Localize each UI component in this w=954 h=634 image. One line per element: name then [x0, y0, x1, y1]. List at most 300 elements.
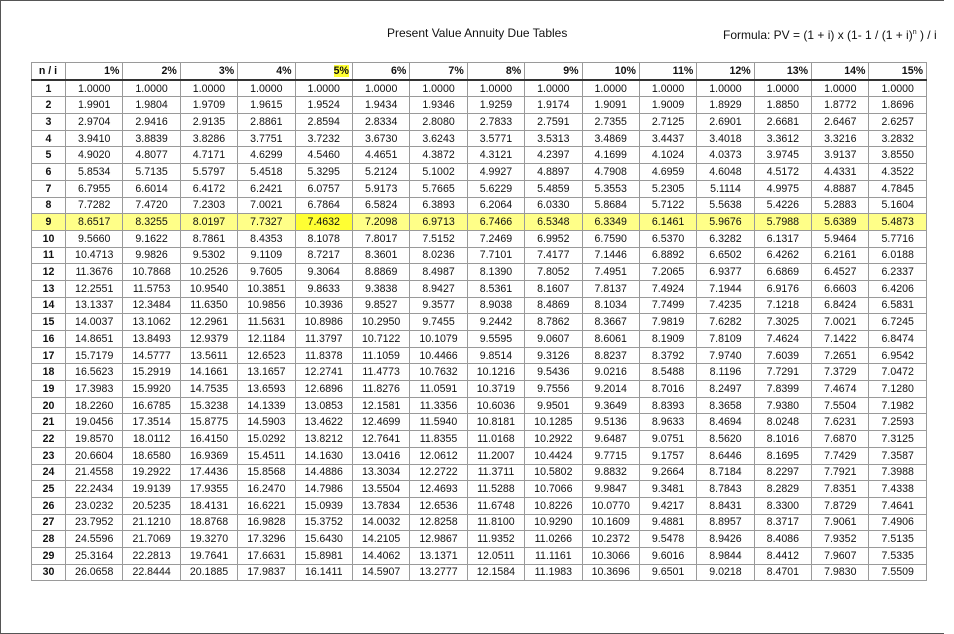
table-cell: 12.2961	[180, 314, 237, 331]
table-cell: 11.3356	[410, 397, 467, 414]
table-cell: 1.0000	[525, 80, 582, 97]
table-cell: 4.9927	[467, 164, 524, 181]
table-cell: 9.7556	[525, 381, 582, 398]
period-label: 13	[32, 280, 66, 297]
table-cell: 6.9542	[869, 347, 927, 364]
table-cell: 14.1630	[295, 447, 352, 464]
table-cell: 5.7716	[869, 230, 927, 247]
table-cell: 7.8399	[754, 381, 811, 398]
table-cell: 13.0416	[352, 447, 409, 464]
table-cell: 8.4701	[754, 564, 811, 581]
table-cell: 22.8444	[123, 564, 180, 581]
table-cell: 7.2098	[352, 214, 409, 231]
table-cell: 7.2651	[812, 347, 869, 364]
table-cell: 8.1909	[639, 331, 696, 348]
rate-header: 15%	[869, 63, 927, 80]
table-cell: 3.4018	[697, 130, 754, 147]
table-row	[32, 114, 927, 131]
table-cell: 8.4086	[754, 531, 811, 548]
table-cell: 4.6959	[639, 164, 696, 181]
table-cell: 5.9676	[697, 214, 754, 231]
period-label: 6	[32, 164, 66, 181]
table-cell: 13.5504	[352, 481, 409, 498]
table-cell: 1.9709	[180, 97, 237, 114]
table-cell: 11.8276	[352, 381, 409, 398]
table-cell: 2.6901	[697, 114, 754, 131]
table-cell: 9.8832	[582, 464, 639, 481]
table-cell: 18.8768	[180, 514, 237, 531]
table-cell: 10.1079	[410, 331, 467, 348]
table-cell: 3.5313	[525, 130, 582, 147]
table-cell: 10.8986	[295, 314, 352, 331]
table-cell: 13.4622	[295, 414, 352, 431]
table-cell: 3.8550	[869, 147, 927, 164]
table-cell: 9.0216	[582, 364, 639, 381]
table-cell: 3.2832	[869, 130, 927, 147]
table-cell: 5.2124	[352, 164, 409, 181]
table-cell: 8.8393	[639, 397, 696, 414]
table-cell: 24.5596	[66, 531, 123, 548]
table-cell: 9.5136	[582, 414, 639, 431]
table-cell: 12.0511	[467, 547, 524, 564]
period-label: 15	[32, 314, 66, 331]
table-cell: 8.9427	[410, 280, 467, 297]
table-cell: 7.5135	[869, 531, 927, 548]
table-cell: 6.7955	[66, 180, 123, 197]
table-cell: 11.5288	[467, 481, 524, 498]
table-cell: 4.8887	[812, 180, 869, 197]
table-cell: 9.7715	[582, 447, 639, 464]
table-cell: 11.0168	[467, 431, 524, 448]
table-cell: 2.8080	[410, 114, 467, 131]
table-cell: 20.6604	[66, 447, 123, 464]
table-cell: 14.7986	[295, 481, 352, 498]
table-cell: 6.3282	[697, 230, 754, 247]
table-cell: 10.7122	[352, 331, 409, 348]
period-label: 5	[32, 147, 66, 164]
table-cell: 10.3066	[582, 547, 639, 564]
table-cell: 1.0000	[467, 80, 524, 97]
table-cell: 4.3872	[410, 147, 467, 164]
table-cell: 9.4881	[639, 514, 696, 531]
table-cell: 7.8137	[582, 280, 639, 297]
corner-header: n / i	[32, 63, 66, 80]
table-cell: 7.3587	[869, 447, 927, 464]
table-cell: 8.7843	[697, 481, 754, 498]
table-cell: 10.4466	[410, 347, 467, 364]
table-cell: 12.7641	[352, 431, 409, 448]
table-cell: 3.6730	[352, 130, 409, 147]
table-cell: 6.3893	[410, 197, 467, 214]
table-cell: 19.2922	[123, 464, 180, 481]
table-cell: 16.1411	[295, 564, 352, 581]
table-cell: 8.3255	[123, 214, 180, 231]
table-cell: 10.3936	[295, 297, 352, 314]
table-cell: 6.7590	[582, 230, 639, 247]
table-row	[32, 214, 927, 231]
table-cell: 5.4873	[869, 214, 927, 231]
table-cell: 4.2397	[525, 147, 582, 164]
table-cell: 7.8109	[697, 331, 754, 348]
table-cell: 6.9377	[697, 264, 754, 281]
table-cell: 11.8378	[295, 347, 352, 364]
table-cell: 12.6536	[410, 497, 467, 514]
table-cell: 9.3064	[295, 264, 352, 281]
table-cell: 8.7184	[697, 464, 754, 481]
table-cell: 7.8052	[525, 264, 582, 281]
table-cell: 9.8633	[295, 280, 352, 297]
period-label: 2	[32, 97, 66, 114]
table-cell: 9.2664	[639, 464, 696, 481]
table-row	[32, 431, 927, 448]
table-cell: 7.9607	[812, 547, 869, 564]
table-row	[32, 414, 927, 431]
table-cell: 9.1622	[123, 230, 180, 247]
table-cell: 10.7868	[123, 264, 180, 281]
table-cell: 8.1390	[467, 264, 524, 281]
table-cell: 9.8514	[467, 347, 524, 364]
period-label: 17	[32, 347, 66, 364]
table-cell: 7.4924	[639, 280, 696, 297]
table-cell: 7.1982	[869, 397, 927, 414]
table-cell: 15.6430	[295, 531, 352, 548]
annuity-table	[31, 62, 927, 581]
table-cell: 6.4172	[180, 180, 237, 197]
table-cell: 16.9828	[238, 514, 295, 531]
table-cell: 10.5802	[525, 464, 582, 481]
table-cell: 8.3717	[754, 514, 811, 531]
table-cell: 8.0236	[410, 247, 467, 264]
table-row	[32, 331, 927, 348]
table-cell: 4.6299	[238, 147, 295, 164]
table-cell: 13.1062	[123, 314, 180, 331]
table-cell: 7.8729	[812, 497, 869, 514]
table-cell: 9.1757	[639, 447, 696, 464]
period-label: 29	[32, 547, 66, 564]
table-cell: 11.8355	[410, 431, 467, 448]
table-cell: 11.3711	[467, 464, 524, 481]
table-row	[32, 180, 927, 197]
table-cell: 10.1285	[525, 414, 582, 431]
table-cell: 4.1024	[639, 147, 696, 164]
table-cell: 5.6229	[467, 180, 524, 197]
table-cell: 15.7179	[66, 347, 123, 364]
table-cell: 7.8017	[352, 230, 409, 247]
table-cell: 5.7122	[639, 197, 696, 214]
table-cell: 14.4886	[295, 464, 352, 481]
table-row	[32, 397, 927, 414]
period-label: 30	[32, 564, 66, 581]
table-cell: 10.7632	[410, 364, 467, 381]
table-cell: 21.4558	[66, 464, 123, 481]
table-cell: 21.7069	[123, 531, 180, 548]
period-label: 26	[32, 497, 66, 514]
rate-header: 9%	[525, 63, 582, 80]
table-cell: 7.3988	[869, 464, 927, 481]
table-cell: 6.0330	[525, 197, 582, 214]
table-cell: 1.0000	[295, 80, 352, 97]
table-cell: 10.9856	[238, 297, 295, 314]
table-cell: 8.6446	[697, 447, 754, 464]
table-cell: 17.3514	[123, 414, 180, 431]
table-cell: 1.9174	[525, 97, 582, 114]
table-cell: 17.9355	[180, 481, 237, 498]
table-cell: 12.3484	[123, 297, 180, 314]
table-cell: 11.9352	[467, 531, 524, 548]
table-cell: 1.0000	[869, 80, 927, 97]
table-cell: 1.9434	[352, 97, 409, 114]
table-cell: 9.6016	[639, 547, 696, 564]
table-cell: 1.0000	[180, 80, 237, 97]
table-cell: 3.7751	[238, 130, 295, 147]
table-cell: 9.0751	[639, 431, 696, 448]
table-cell: 7.2593	[869, 414, 927, 431]
table-cell: 20.1885	[180, 564, 237, 581]
table-cell: 1.0000	[812, 80, 869, 97]
table-cell: 19.0456	[66, 414, 123, 431]
table-cell: 1.0000	[639, 80, 696, 97]
table-cell: 10.1216	[467, 364, 524, 381]
table-cell: 2.6257	[869, 114, 927, 131]
table-cell: 5.3295	[295, 164, 352, 181]
table-cell: 5.4859	[525, 180, 582, 197]
rate-header: 3%	[180, 63, 237, 80]
table-cell: 15.9920	[123, 381, 180, 398]
highlighted-cell: 7.4632	[295, 214, 352, 231]
table-cell: 6.8892	[639, 247, 696, 264]
table-cell: 2.9135	[180, 114, 237, 131]
table-cell: 1.8850	[754, 97, 811, 114]
table-cell: 1.0000	[66, 80, 123, 97]
table-cell: 10.9290	[525, 514, 582, 531]
table-cell: 4.3121	[467, 147, 524, 164]
table-cell: 9.1109	[238, 247, 295, 264]
table-cell: 7.7101	[467, 247, 524, 264]
table-row	[32, 280, 927, 297]
table-cell: 12.4699	[352, 414, 409, 431]
table-cell: 3.8286	[180, 130, 237, 147]
table-cell: 6.5370	[639, 230, 696, 247]
table-cell: 8.2497	[697, 381, 754, 398]
table-cell: 7.2065	[639, 264, 696, 281]
table-cell: 15.2919	[123, 364, 180, 381]
table-cell: 6.2064	[467, 197, 524, 214]
table-cell: 3.4437	[639, 130, 696, 147]
table-cell: 17.9837	[238, 564, 295, 581]
table-cell: 10.6036	[467, 397, 524, 414]
table-cell: 11.1161	[525, 547, 582, 564]
table-cell: 5.1002	[410, 164, 467, 181]
table-cell: 8.5361	[467, 280, 524, 297]
table-cell: 8.3792	[639, 347, 696, 364]
table-cell: 10.7066	[525, 481, 582, 498]
table-cell: 12.6523	[238, 347, 295, 364]
table-row	[32, 381, 927, 398]
table-cell: 8.1607	[525, 280, 582, 297]
rate-header: 12%	[697, 63, 754, 80]
table-row	[32, 80, 927, 97]
table-cell: 7.1218	[754, 297, 811, 314]
rate-header: 6%	[352, 63, 409, 80]
period-label: 11	[32, 247, 66, 264]
table-cell: 14.5907	[352, 564, 409, 581]
table-cell: 8.6517	[66, 214, 123, 231]
table-cell: 10.2372	[582, 531, 639, 548]
table-cell: 16.2470	[238, 481, 295, 498]
table-cell: 16.6221	[238, 497, 295, 514]
table-cell: 4.8897	[525, 164, 582, 181]
table-cell: 4.5460	[295, 147, 352, 164]
table-cell: 12.6896	[295, 381, 352, 398]
table-cell: 7.6039	[754, 347, 811, 364]
table-cell: 6.6014	[123, 180, 180, 197]
table-cell: 8.3300	[754, 497, 811, 514]
table-cell: 7.7921	[812, 464, 869, 481]
table-cell: 17.3296	[238, 531, 295, 548]
table-cell: 4.5172	[754, 164, 811, 181]
table-cell: 8.7862	[525, 314, 582, 331]
table-cell: 2.9416	[123, 114, 180, 131]
table-cell: 13.0853	[295, 397, 352, 414]
table-cell: 2.8594	[295, 114, 352, 131]
page-title: Present Value Annuity Due Tables	[387, 26, 568, 40]
table-cell: 9.4217	[639, 497, 696, 514]
table-cell: 10.0770	[582, 497, 639, 514]
formula-text	[723, 28, 937, 42]
table-cell: 7.4641	[869, 497, 927, 514]
table-cell: 8.2297	[754, 464, 811, 481]
table-cell: 15.0939	[295, 497, 352, 514]
table-cell: 12.1184	[238, 331, 295, 348]
table-cell: 5.8684	[582, 197, 639, 214]
period-label: 25	[32, 481, 66, 498]
table-cell: 1.9901	[66, 97, 123, 114]
table-cell: 2.7591	[525, 114, 582, 131]
table-cell: 13.1657	[238, 364, 295, 381]
table-cell: 17.6631	[238, 547, 295, 564]
table-cell: 14.0037	[66, 314, 123, 331]
table-cell: 8.8869	[352, 264, 409, 281]
table-cell: 18.6580	[123, 447, 180, 464]
table-row	[32, 197, 927, 214]
period-label: 21	[32, 414, 66, 431]
table-cell: 13.5611	[180, 347, 237, 364]
table-cell: 8.1078	[295, 230, 352, 247]
table-cell: 9.9826	[123, 247, 180, 264]
table-cell: 7.5152	[410, 230, 467, 247]
table-cell: 1.9091	[582, 97, 639, 114]
table-cell: 6.5348	[525, 214, 582, 231]
table-cell: 6.8424	[812, 297, 869, 314]
table-cell: 12.9867	[410, 531, 467, 548]
table-cell: 7.3025	[754, 314, 811, 331]
table-cell: 5.2305	[639, 180, 696, 197]
table-cell: 7.2303	[180, 197, 237, 214]
table-cell: 9.3481	[639, 481, 696, 498]
table-cell: 7.7282	[66, 197, 123, 214]
table-cell: 7.6282	[697, 314, 754, 331]
table-cell: 14.2105	[352, 531, 409, 548]
table-cell: 14.4062	[352, 547, 409, 564]
table-cell: 9.5436	[525, 364, 582, 381]
table-cell: 7.6870	[812, 431, 869, 448]
period-label: 9	[32, 214, 66, 231]
table-cell: 5.9464	[812, 230, 869, 247]
table-cell: 8.0248	[754, 414, 811, 431]
table-cell: 8.3667	[582, 314, 639, 331]
table-cell: 11.6350	[180, 297, 237, 314]
table-cell: 11.8100	[467, 514, 524, 531]
table-cell: 2.8334	[352, 114, 409, 131]
period-label: 12	[32, 264, 66, 281]
table-row	[32, 464, 927, 481]
period-label: 10	[32, 230, 66, 247]
table-cell: 12.4693	[410, 481, 467, 498]
period-label: 14	[32, 297, 66, 314]
period-label: 27	[32, 514, 66, 531]
table-cell: 5.1114	[697, 180, 754, 197]
table-cell: 8.7861	[180, 230, 237, 247]
table-cell: 7.9819	[639, 314, 696, 331]
table-cell: 8.1034	[582, 297, 639, 314]
table-cell: 7.1280	[869, 381, 927, 398]
table-cell: 4.1699	[582, 147, 639, 164]
table-cell: 11.2007	[467, 447, 524, 464]
table-cell: 1.0000	[754, 80, 811, 97]
table-cell: 2.9704	[66, 114, 123, 131]
table-cell: 11.4773	[352, 364, 409, 381]
table-cell: 8.9844	[697, 547, 754, 564]
table-cell: 1.9615	[238, 97, 295, 114]
table-cell: 7.0472	[869, 364, 927, 381]
table-cell: 8.1016	[754, 431, 811, 448]
table-cell: 18.4131	[180, 497, 237, 514]
table-cell: 7.4951	[582, 264, 639, 281]
table-cell: 3.4869	[582, 130, 639, 147]
table-row	[32, 481, 927, 498]
table-cell: 3.9410	[66, 130, 123, 147]
rate-header: 10%	[582, 63, 639, 80]
table-cell: 11.5753	[123, 280, 180, 297]
table-cell: 4.9975	[754, 180, 811, 197]
formula-suffix: ) / i	[916, 28, 937, 42]
table-cell: 7.1944	[697, 280, 754, 297]
table-cell: 13.7834	[352, 497, 409, 514]
table-cell: 9.3649	[582, 397, 639, 414]
table-cell: 10.3719	[467, 381, 524, 398]
table-cell: 9.5660	[66, 230, 123, 247]
table-cell: 13.8212	[295, 431, 352, 448]
table-cell: 2.6467	[812, 114, 869, 131]
table-cell: 6.7864	[295, 197, 352, 214]
table-cell: 23.0232	[66, 497, 123, 514]
table-cell: 12.8258	[410, 514, 467, 531]
table-cell: 6.1317	[754, 230, 811, 247]
table-cell: 10.3851	[238, 280, 295, 297]
table-row	[32, 247, 927, 264]
table-cell: 1.8772	[812, 97, 869, 114]
table-cell: 7.4624	[754, 331, 811, 348]
period-label: 28	[32, 531, 66, 548]
table-cell: 15.3238	[180, 397, 237, 414]
table-cell: 10.1609	[582, 514, 639, 531]
table-cell: 7.1422	[812, 331, 869, 348]
table-header-row	[32, 63, 927, 80]
table-cell: 8.6061	[582, 331, 639, 348]
table-cell: 1.0000	[582, 80, 639, 97]
rate-header-highlight: 5%	[333, 64, 349, 77]
table-cell: 1.0000	[352, 80, 409, 97]
